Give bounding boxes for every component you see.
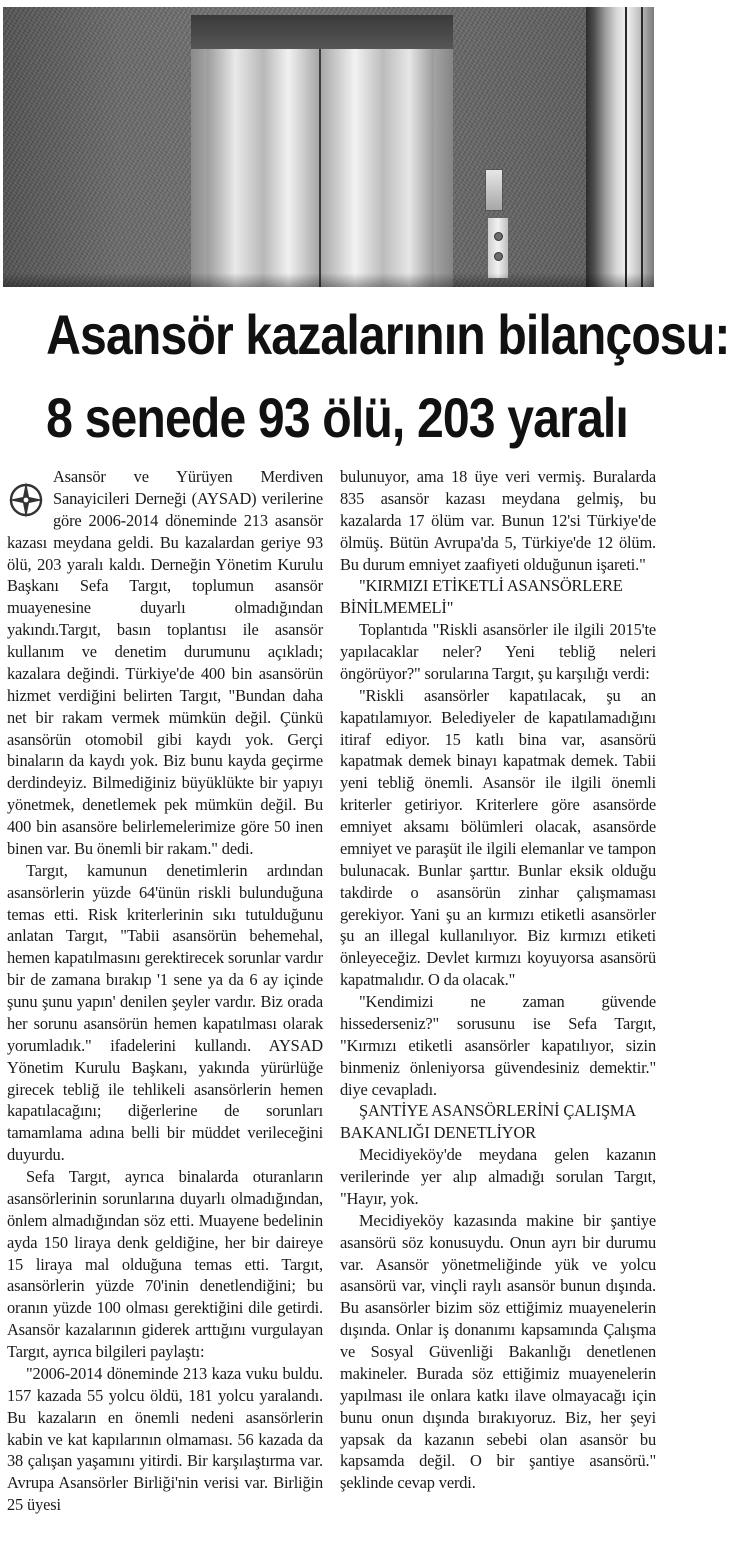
article-paragraph: Mecidiyeköy'de meydana gelen kazanın verilerinde yer alıp almadığı sorulan Targıt, "Hayır, yok. — [340, 1145, 656, 1208]
call-button-up-icon — [494, 232, 503, 241]
elevator-call-buttons — [487, 217, 509, 279]
article-paragraph: Mecidiyeköy kazasında makine bir şantiye asansörü söz konusuydu. Onun ayrı bir durumu var. Asansör yönetmeliğinde yük ve yolcu asansörü var, vinçli raylı asansör bunun dışında. Bu asansörler bizim söz ettiğimiz muayenelerin dışında. Onlar iş donanımı kapsamında Çalışma ve Sosyal Güvenliği Bakanlığı denetlenen makineler. Burada söz ettiğimiz muayenelerin yapılması ile onlara katkı ilave olmayacağı için bunu onun dışında bırakıyoruz. Biz, her şeyi yapsak da kazanın sebebi olan asansör bu kapsamda değil. O bir şantiye asansörü." şeklinde cevap verdi. — [340, 1210, 656, 1493]
elevator-door-right — [321, 49, 434, 287]
headline-line-2: 8 senede 93 ölü, 203 yaralı — [46, 386, 628, 449]
elevator-door-frame — [191, 15, 453, 287]
article-paragraph: "Kendimizi ne zaman güvende hissederseniz?" sorusunu ise Sefa Targıt, "Kırmızı etiketli asansörler kapatılıyor, sizin binmeniz önleniyorsa güvendesiniz demektir." diye cevapladı. — [340, 992, 656, 1099]
subheading-red-label: "KIRMIZI ETİKETLİ ASANSÖRLERE BİNİLMEMELİ" — [340, 576, 623, 618]
article-paragraph: "2006-2014 döneminde 213 kaza vuku buldu. 157 kazada 55 yolcu öldü, 181 yolcu yaralandı. Bu kazaların en önemli nedeni asansörlerin kabin ve kat kapılarının olmaması. 56 kazada da 38 çalışan yaşamını yitirdi. Bir karşılaştırma var. Avrupa Asansörler Birliği'nin verisi var. Birliğin 25 üyesi — [7, 1363, 323, 1515]
article-paragraph: Targıt, kamunun denetimlerin ardından asansörlerin yüzde 64'ünün riskli bulunduğuna temas etti. Risk kriterlerinin sıkı tutulduğunu anlatan Targıt, "Tabii asansörün behemehal, hemen kapatılmasını gerektirecek sorunlar vardır bir de zamana bırakıp '1 sene ya da 6 ay içinde şunu şunu yapın' denilen şeyler vardır. Biz orada her sorunu asansörün hemen kapatılması olarak yorumladık." ifadelerini kullandı. AYSAD Yönetim Kurulu Başkanı, yakında yürürlüğe girecek tebliğ ile tehlikeli asansörlerin hemen kapatılacağını; diğerlerine de sorunları tamamlama adına belli bir müddet verileceğini duyurdu. — [7, 860, 323, 1165]
article-paragraph: "Riskli asansörler kapatılacak, şu an kapatılamıyor. Belediyeler de kapatılamadığını itiraf ediyor. 15 katlı bina var, asansörü kapatmak demek binayı kapatmak demek. Tabii yeni tebliğ önemli. Asansör ile ilgili önemli kriterler getiriyor. Kriterlere göre asansörde emniyet aksamı bölümleri olacak, asansörde emniyet ve paraşüt ile ilgili elemanlar ve tampon bulunacak. Bunlar şarttır. Bunlar eksik olduğu takdirde o asansörün zinhar çalışmaması gerekiyor. Yani şu an kırmızı etiketli asansörler şu an illegal kullanılıyor. Biz kırmızı etiketi önleyeceğiz. Devlet kırmızı koyuyorsa asansörü kapatmalıdır. O da olacak." — [340, 685, 656, 990]
article-paragraph: bulunuyor, ama 18 üye veri vermiş. Buralarda 835 asansör kazası meydana gelmiş, bu kazalarda 17 ölüm var. Bunun 12'si Türkiye'de ölmüş. Bütün Avrupa'da 5, Türkiye'de 12 ölüm. Bu durum emniyet zaafiyeti olduğunun işareti." — [340, 467, 656, 574]
compass-logo-icon — [7, 478, 45, 522]
wall-corner — [586, 7, 654, 287]
subheading-construction-elevators: ŞANTİYE ASANSÖRLERİNİ ÇALIŞMA BAKANLIĞI DENETLİYOR — [340, 1101, 636, 1143]
article-paragraph: Asansör ve Yürüyen Merdiven Sanayicileri Derneği (AYSAD) verilerine göre 2006-2014 döneminde 213 asansör kazası meydana geldi. Bu kazalardan geriye 93 ölü, 203 yaralı kaldı. Derneğin Yönetim Kurulu Başkanı Sefa Targıt, toplumun asansör muayenesine duyarlı olmadığından yakındı.Targıt, basın toplantısı ile asansör kullanım ve denetim durumunu açıkladı; kazalara değindi. Türkiye'de 400 bin asansörün hizmet verdiğini belirten Targıt, "Bundan daha net bir rakam vermek mümkün değil. Çünkü asansörün otomobil gibi kaydı yok. Gerçi binaların da kaydı yok. Biz bunu kayda geçirme derdindeyiz. Bilmediğiniz büyüklükte bir yapıyı yönetmek, denetlemek pek mümkün değil. Bu 400 bin asansöre belirlemelerimize göre 50 inen binen var. Bu önemli bir rakam." dedi. — [7, 467, 323, 858]
call-button-down-icon — [494, 252, 503, 261]
article-column-right — [340, 466, 656, 1566]
headline-line-1: Asansör kazalarının bilançosu: — [46, 303, 730, 366]
elevator-photo — [3, 7, 654, 287]
article-column-left — [7, 466, 323, 1566]
article-paragraph: Sefa Targıt, ayrıca binalarda oturanların asansörlerinin sorunlarına duyarlı olmadığından, önlem almadığından söz etti. Muayene bedelinin ayda 150 liraya denk geldiğine, her bir daireye 15 liraya mal olduğuna temas etti. Targıt, asansörlerin yüzde 70'inin denetlendiğini; bu oranın yüzde 100 olması gerektiğini dile getirdi. Asansör kazalarının giderek arttığını vurgulayan Targıt, ayrıca bilgileri paylaştı: — [7, 1167, 323, 1361]
elevator-display-panel — [485, 169, 503, 211]
elevator-door-left — [207, 49, 320, 287]
article-paragraph: Toplantıda "Riskli asansörler ile ilgili 2015'te yapılacaklar neler? Yeni tebliğ neleri öngörüyor?" sorularına Targıt, şu karşılığı verdi: — [340, 620, 656, 683]
